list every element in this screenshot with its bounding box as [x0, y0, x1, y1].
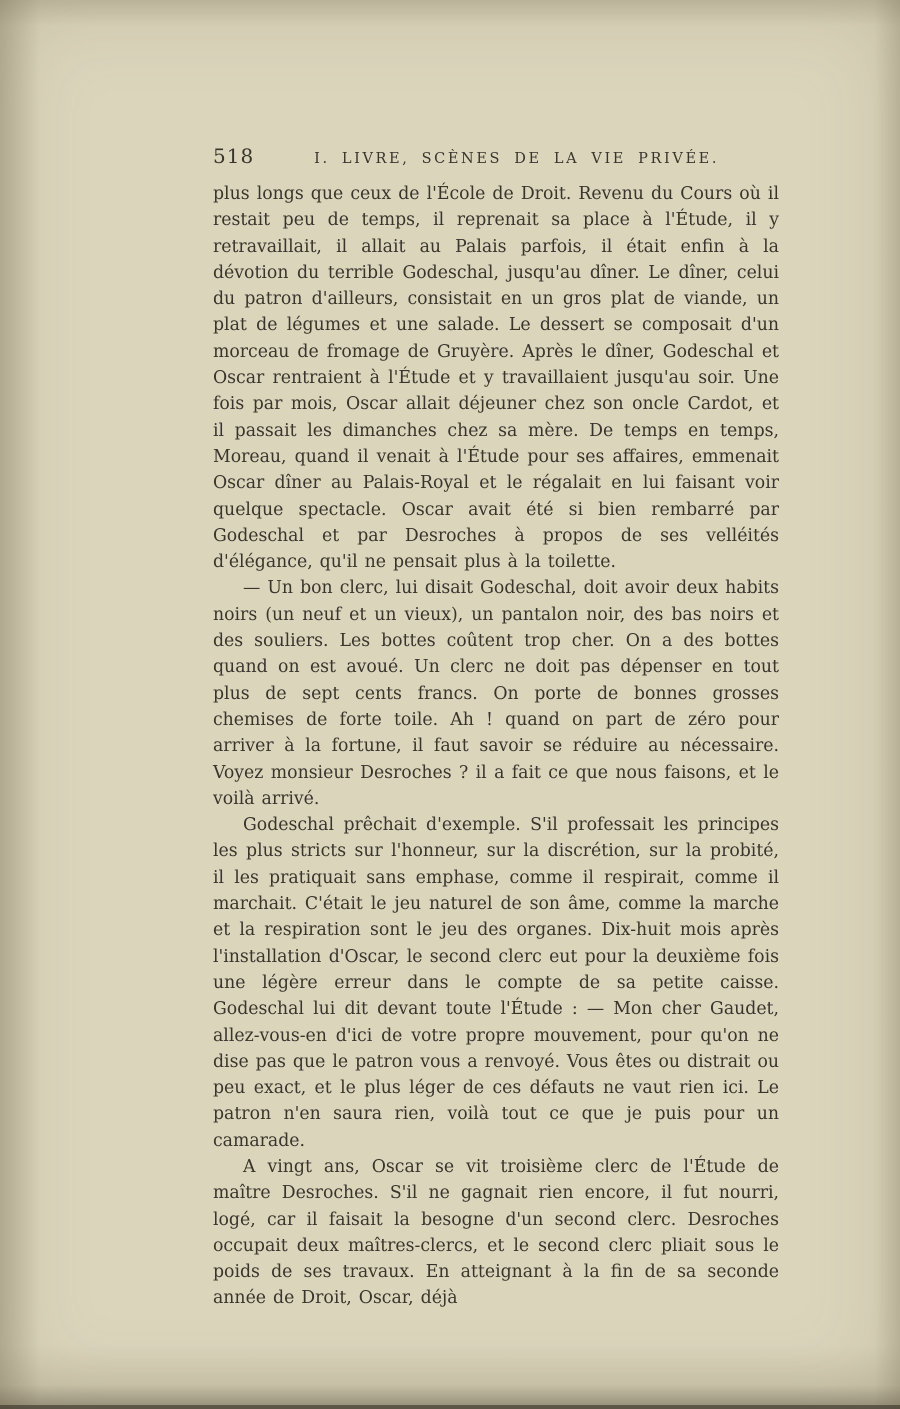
- paragraph: A vingt ans, Oscar se vit troisième clerc de l'Étude de maître Desroches. S'il ne gagnait rien encore, il fut nourri, logé, car il faisait la besogne d'un second clerc. Desroches occupait deux maîtres-clercs, et le second clerc pliait sous le poids de ses travaux. En atteignant à la fin de sa seconde année de Droit, Oscar, déjà: [213, 1156, 779, 1309]
- paragraph: — Un bon clerc, lui disait Godeschal, doit avoir deux habits noirs (un neuf et un vieux), un pantalon noir, des bas noirs et des souliers. Les bottes coûtent trop cher. On a des bottes quand on est avoué. Un clerc ne doit pas dépenser en tout plus de sept cents francs. On porte de bonnes grosses chemises de forte toile. Ah ! quand on part de zéro pour arriver à la fortune, il faut savoir se réduire au nécessaire. Voyez monsieur Desroches ? il a fait ce que nous faisons, et le voilà arrivé.: [213, 578, 779, 809]
- paragraph: Godeschal prêchait d'exemple. S'il professait les principes les plus stricts sur l'honneur, sur la discrétion, sur la probité, il les pratiquait sans emphase, comme il respirait, comme il marchait. C'était le jeu naturel de son âme, comme la marche et la respiration sont le jeu des organes. Dix-huit mois après l'installation d'Oscar, le second clerc eut pour la deuxième fois une légère erreur dans le compte de sa petite caisse. Godeschal lui dit devant toute l'Étude : — Mon cher Gaudet, allez-vous-en d'ici de votre propre mouvement, pour qu'on ne dise pas que le patron vous a renvoyé. Vous êtes ou distrait ou peu exact, et le plus léger de ces défauts ne vaut rien ici. Le patron n'en saura rien, voilà tout ce que je puis pour un camarade.: [213, 815, 779, 1151]
- paragraph: plus longs que ceux de l'École de Droit. Revenu du Cours où il restait peu de temps, il reprenait sa place à l'Étude, il y retravaillait, il allait au Palais parfois, il était enfin à la dévotion du terrible Godeschal, jusqu'au dîner. Le dîner, celui du patron d'ailleurs, consistait en un gros plat de viande, un plat de légumes et une salade. Le dessert se composait d'un morceau de fromage de Gruyère. Après le dîner, Godeschal et Oscar rentraient à l'Étude et y travaillaient jusqu'au soir. Une fois par mois, Oscar allait déjeuner chez son oncle Cardot, et il passait les dimanches chez sa mère. De temps en temps, Moreau, quand il venait à l'Étude pour ses affaires, emmenait Oscar dîner au Palais-Royal et le régalait en lui faisant voir quelque spectacle. Oscar avait été si bien rembarré par Godeschal et par Desroches à propos de ses velléités d'élégance, qu'il ne pensait plus à la toilette.: [213, 184, 779, 573]
- page-body: [213, 181, 779, 1312]
- page-header: [213, 144, 779, 168]
- page-number: 518: [213, 144, 255, 168]
- running-title: I. LIVRE, SCÈNES DE LA VIE PRIVÉE.: [314, 151, 720, 167]
